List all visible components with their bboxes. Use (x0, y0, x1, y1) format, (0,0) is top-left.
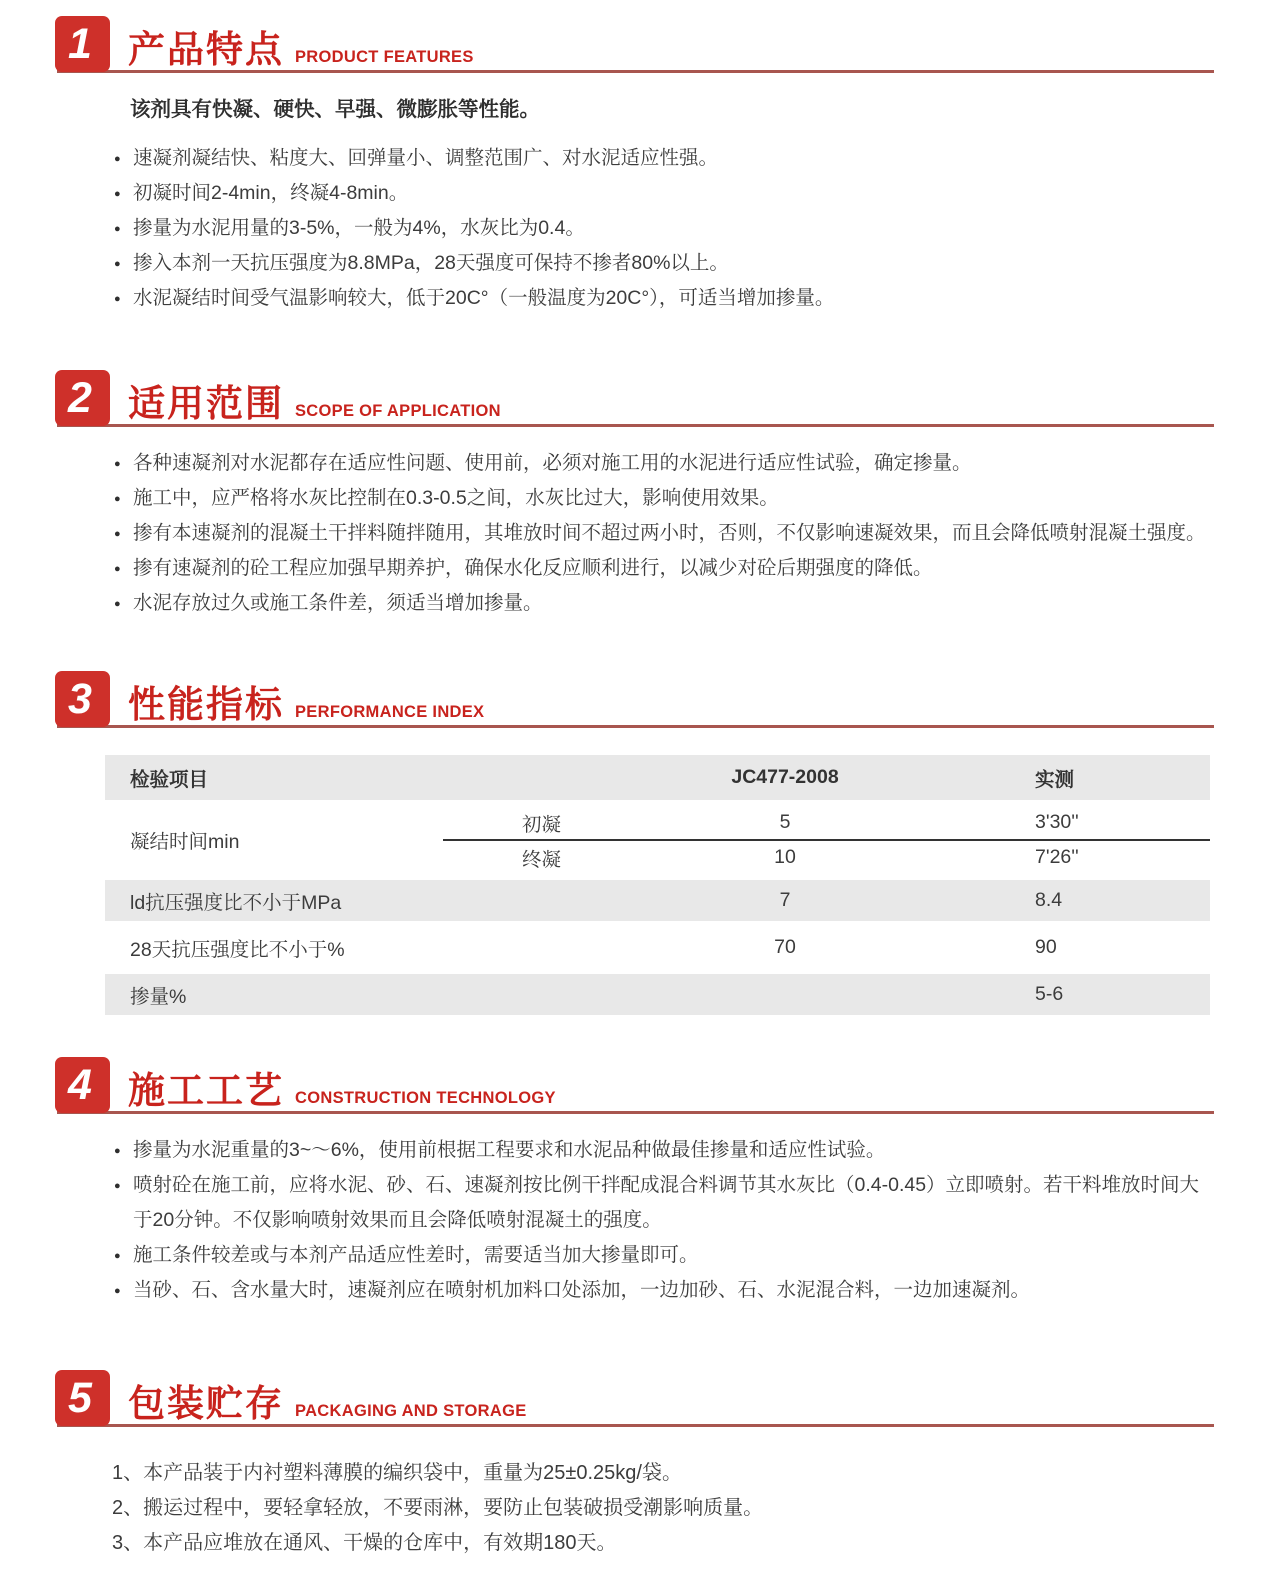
cell-1d-strength-jc: 7 (779, 889, 791, 911)
bullet-text: 喷射砼在施工前，应将水泥、砂、石、速凝剂按比例干拌配成混合料调节其水灰比（0.4-0.45）立即喷射。若干料堆放时间大于20分钟。不仅影响喷射效果而且会降低喷射混凝土的强度。 (133, 1174, 1200, 1231)
bullet-text: 各种速凝剂对水泥都存在适应性问题、使用前，必须对施工用的水泥进行适应性试验，确定掺量。 (133, 452, 972, 474)
features-intro: 该剂具有快凝、硬快、早强、微膨胀等性能。 (130, 98, 540, 121)
cell-initial-set-label: 初凝 (443, 806, 640, 841)
bullet-dot-icon: ● (114, 1145, 121, 1157)
bullet-dot-icon: ● (114, 1285, 121, 1297)
bullet-item (112, 1238, 1214, 1273)
section-4-titles (128, 1072, 556, 1109)
section-1-number-badge (55, 16, 110, 72)
bullet-text: 掺量为水泥用量的3-5%，一般为4%，水灰比为0.4。 (133, 217, 585, 239)
section-performance-index (55, 671, 1214, 1015)
bullet-dot-icon: ● (114, 1180, 121, 1192)
bullet-text: 水泥凝结时间受气温影响较大，低于20C°（一般温度为20C°），可适当增加掺量。 (133, 287, 835, 309)
bullet-item (112, 176, 1214, 211)
bullet-text: 掺有本速凝剂的混凝土干拌料随拌随用，其堆放时间不超过两小时，否则，不仅影响速凝效果，而且会降低喷射混凝土强度。 (133, 522, 1206, 544)
cell-initial-set-measured: 3'30'' (930, 806, 1210, 841)
bullet-item (112, 551, 1214, 586)
cell-final-set-jc: 10 (774, 846, 796, 868)
section-2-header (55, 370, 1214, 430)
section-2-titles (128, 385, 501, 422)
bullet-item (112, 1168, 1214, 1238)
bullet-text: 当砂、石、含水量大时，速凝剂应在喷射机加料口处添加，一边加砂、石、水泥混合料，一边加速凝剂。 (133, 1279, 1031, 1301)
table-row (105, 927, 1210, 968)
section-5-header (55, 1370, 1214, 1430)
cell-dosage-measured: 5-6 (1035, 983, 1064, 1005)
cell-28d-strength-measured: 90 (1035, 936, 1057, 958)
numbered-item: 1、本产品装于内衬塑料薄膜的编织袋中，重量为25±0.25kg/袋。 (112, 1462, 682, 1484)
cell-initial-set-jc: 5 (640, 806, 930, 841)
bullet-item (112, 281, 1214, 316)
bullet-text: 施工中，应严格将水灰比控制在0.3-0.5之间，水灰比过大，影响使用效果。 (133, 487, 779, 509)
cell-1d-strength-item: ld抗压强度比不小于MPa (130, 891, 342, 914)
section-4-number-badge (55, 1057, 110, 1113)
section-1-number: 1 (68, 19, 92, 68)
section-1-title-en: PRODUCT FEATURES (295, 48, 474, 66)
table-row (105, 880, 1210, 921)
construction-bullet-list (55, 1133, 1214, 1308)
section-5-title-zh: 包装贮存 (128, 1383, 284, 1424)
section-2-title-en: SCOPE OF APPLICATION (295, 402, 501, 420)
cell-28d-strength-item: 28天抗压强度比不小于% (130, 938, 345, 961)
bullet-dot-icon: ● (114, 458, 121, 470)
bullet-text: 掺入本剂一天抗压强度为8.8MPa，28天强度可保持不掺者80%以上。 (133, 252, 729, 274)
cell-setting-time: 凝结时间min (130, 831, 240, 853)
section-5-number: 5 (68, 1373, 92, 1422)
bullet-item (112, 586, 1214, 621)
section-product-features (55, 16, 1214, 316)
section-2-title-zh: 适用范围 (128, 383, 284, 424)
packaging-numbered-list (55, 1456, 1214, 1561)
bullet-text: 掺量为水泥重量的3~～6%，使用前根据工程要求和水泥品种做最佳掺量和适应性试验。 (133, 1139, 886, 1161)
section-packaging-storage (55, 1370, 1214, 1561)
cell-1d-strength-measured: 8.4 (1035, 889, 1063, 911)
section-3-title-zh: 性能指标 (128, 684, 284, 725)
bullet-text: 初凝时间2-4min，终凝4-8min。 (133, 182, 409, 204)
section-4-number: 4 (68, 1060, 92, 1109)
bullet-dot-icon: ● (114, 1250, 121, 1262)
section-3-titles (128, 686, 484, 723)
bullet-dot-icon: ● (114, 528, 121, 540)
section-2-number-badge (55, 370, 110, 426)
bullet-dot-icon: ● (114, 598, 121, 610)
bullet-dot-icon: ● (114, 223, 121, 235)
section-3-number: 3 (68, 674, 92, 723)
cell-dosage-item: 掺量% (130, 985, 187, 1008)
section-2-rule (57, 424, 1214, 427)
bullet-item (112, 246, 1214, 281)
col-header-measured: 实测 (1035, 768, 1075, 791)
section-5-rule (57, 1424, 1214, 1427)
section-scope-of-application (55, 370, 1214, 621)
performance-table (105, 755, 1210, 1015)
section-5-titles (128, 1385, 527, 1422)
section-4-title-en: CONSTRUCTION TECHNOLOGY (295, 1089, 556, 1107)
bullet-item (112, 1133, 1214, 1168)
cell-dosage-jc (640, 974, 930, 1015)
section-2-number: 2 (68, 373, 92, 422)
section-4-rule (57, 1111, 1214, 1114)
section-3-rule (57, 725, 1214, 728)
bullet-dot-icon: ● (114, 493, 121, 505)
col-header-jc477: JC477-2008 (731, 766, 839, 788)
section-5-title-en: PACKAGING AND STORAGE (295, 1402, 527, 1420)
bullet-dot-icon: ● (114, 153, 121, 165)
table-row (105, 974, 1210, 1015)
section-3-number-badge (55, 671, 110, 727)
section-1-title-zh: 产品特点 (128, 29, 284, 70)
bullet-text: 施工条件较差或与本剂产品适应性差时，需要适当加大掺量即可。 (133, 1244, 699, 1266)
section-1-rule (57, 70, 1214, 73)
bullet-item (112, 141, 1214, 176)
section-5-number-badge (55, 1370, 110, 1426)
bullet-item (112, 516, 1214, 551)
bullet-dot-icon: ● (114, 563, 121, 575)
section-3-header (55, 671, 1214, 731)
features-bullet-list (55, 141, 1214, 316)
section-construction-technology (55, 1057, 1214, 1308)
cell-28d-strength-jc: 70 (774, 936, 796, 958)
section-1-titles (128, 31, 474, 68)
numbered-item: 2、搬运过程中，要轻拿轻放，不要雨淋，要防止包装破损受潮影响质量。 (112, 1497, 764, 1519)
bullet-item (112, 446, 1214, 481)
section-4-header (55, 1057, 1214, 1117)
bullet-item (112, 211, 1214, 246)
col-header-test-item: 检验项目 (130, 768, 209, 791)
bullet-text: 掺有速凝剂的砼工程应加强早期养护，确保水化反应顺利进行，以减少对砼后期强度的降低。 (133, 557, 933, 579)
bullet-text: 水泥存放过久或施工条件差，须适当增加掺量。 (133, 592, 543, 614)
bullet-dot-icon: ● (114, 258, 121, 270)
table-row (105, 806, 1210, 841)
table-header-row (105, 755, 1210, 800)
scope-bullet-list (55, 446, 1214, 621)
bullet-item (112, 481, 1214, 516)
bullet-dot-icon: ● (114, 188, 121, 200)
bullet-dot-icon: ● (114, 293, 121, 305)
cell-final-set-measured: 7'26'' (1035, 846, 1079, 868)
section-4-title-zh: 施工工艺 (128, 1070, 284, 1111)
bullet-item (112, 1273, 1214, 1308)
numbered-item: 3、本产品应堆放在通风、干燥的仓库中，有效期180天。 (112, 1532, 617, 1554)
section-3-title-en: PERFORMANCE INDEX (295, 703, 485, 721)
cell-final-set-label: 终凝 (522, 848, 562, 871)
section-1-header (55, 16, 1214, 76)
bullet-text: 速凝剂凝结快、粘度大、回弹量小、调整范围广、对水泥适应性强。 (133, 147, 719, 169)
